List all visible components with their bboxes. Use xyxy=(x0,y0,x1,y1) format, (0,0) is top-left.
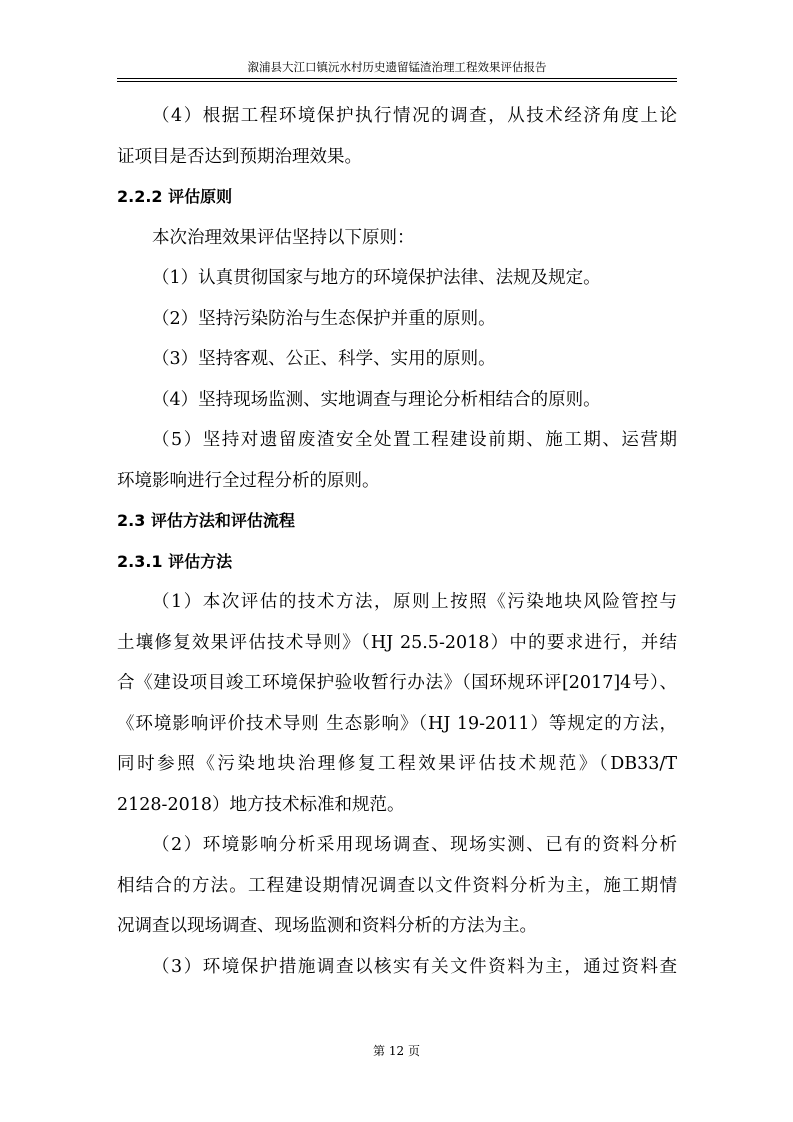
paragraph-line: （3）环境保护措施调查以核实有关文件资料为主，通过资料查 xyxy=(152,956,677,977)
list-item: （2）坚持污染防治与生态保护并重的原则。 xyxy=(152,308,496,329)
paragraph-line: 本次治理效果评估坚持以下原则： xyxy=(152,227,415,248)
paragraph-line: 同时参照《污染地块治理修复工程效果评估技术规范》（DB33/T xyxy=(117,754,677,774)
section-heading-2-3-1: 2.3.1 评估方法 xyxy=(117,551,233,571)
list-item: （1）认真贯彻国家与地方的环境保护法律、法规及规定。 xyxy=(152,268,601,288)
paragraph-line: （1）本次评估的技术方法，原则上按照《污染地块风险管控与 xyxy=(152,592,677,612)
list-item: （4）坚持现场监测、实地调查与理论分析相结合的原则。 xyxy=(152,389,601,410)
paragraph-line: 相结合的方法。工程建设期情况调查以文件资料分析为主，施工期情 xyxy=(117,875,677,896)
paragraph-line: 况调查以现场调查、现场监测和资料分析的方法为主。 xyxy=(117,916,537,936)
list-item: （3）坚持客观、公正、科学、实用的原则。 xyxy=(152,349,496,369)
paragraph-line: 证项目是否达到预期治理效果。 xyxy=(117,146,362,167)
paragraph-line: 2128-2018）地方技术标准和规范。 xyxy=(117,794,405,815)
section-heading-2-3: 2.3 评估方法和评估流程 xyxy=(117,511,295,530)
paragraph-line: 合《建设项目竣工环境保护验收暂行办法》（国环规环评[2017]4号）、 xyxy=(117,673,677,693)
header-rule xyxy=(117,78,677,79)
page-body xyxy=(117,96,677,987)
paragraph-line: 《环境影响评价技术导则 生态影响》（HJ 19-2011）等规定的方法， xyxy=(117,713,677,734)
paragraph-line: 土壤修复效果评估技术导则》（HJ 25.5-2018）中的要求进行，并结 xyxy=(117,632,677,653)
paragraph-line: 环境影响进行全过程分析的原则。 xyxy=(117,470,380,491)
section-heading-2-2-2: 2.2.2 评估原则 xyxy=(117,187,233,206)
paragraph-line: （2）环境影响分析采用现场调查、现场实测、已有的资料分析 xyxy=(152,835,677,855)
page-number: 第 12 页 xyxy=(373,1044,420,1058)
running-header: 溆浦县大江口镇沅水村历史遗留锰渣治理工程效果评估报告 xyxy=(247,60,547,74)
header-rule-thin xyxy=(117,81,677,82)
paragraph-line: （4）根据工程环境保护执行情况的调查，从技术经济角度上论 xyxy=(152,106,677,126)
list-item: （5）坚持对遗留废渣安全处置工程建设前期、施工期、运营期 xyxy=(152,430,677,450)
